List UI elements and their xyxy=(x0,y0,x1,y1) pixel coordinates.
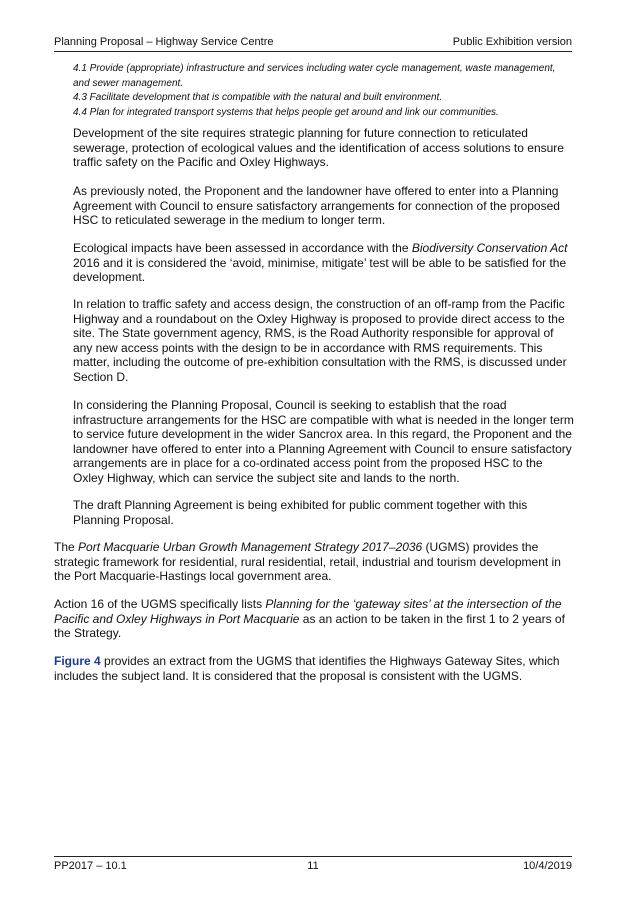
act-title: Biodiversity Conservation Act xyxy=(411,241,568,255)
paragraph-strategic-planning xyxy=(73,126,575,170)
paragraph-text: The Port Macquarie Urban Growth Management Strategy 2017–2036 (UGMS) provides the strategic framework for residential, rural residential, retail, industrial and tourism development in the Port Macquarie-Hastings local government area. xyxy=(54,540,561,583)
paragraph-infrastructure xyxy=(73,398,575,485)
paragraph-ugms xyxy=(54,540,575,584)
page-header xyxy=(54,36,572,52)
objective-item: 4.4 Plan for integrated transport systems that helps people get around and link our communities. xyxy=(73,106,499,118)
figure-4-link[interactable]: Figure 4 xyxy=(54,654,101,668)
document-date: 10/4/2019 xyxy=(523,860,572,872)
header-title: Planning Proposal – Highway Service Centre xyxy=(54,36,274,48)
objectives-list xyxy=(73,62,571,120)
page-footer xyxy=(54,856,572,872)
paragraph-text: Figure 4 provides an extract from the UGMS that identifies the Highways Gateway Sites, which includes the subject land. It is considered that the proposal is consistent with the UGMS. xyxy=(54,654,560,683)
paragraph-traffic xyxy=(73,297,575,384)
paragraph-planning-agreement xyxy=(73,498,575,527)
strategy-title: Port Macquarie Urban Growth Management Strategy 2017–2036 xyxy=(78,540,423,554)
paragraph-ecology xyxy=(73,241,575,285)
paragraph-sewerage xyxy=(73,184,575,228)
paragraph-text: In relation to traffic safety and access design, the construction of an off-ramp from the Pacific Highway and a roundabout on the Oxley Highway is proposed to provide direct access to the site. The State government agency, RMS, is the Road Authority responsible for approval of any new access points with the design to be in accordance with RMS requirements. This matter, including the outcome of pre-exhibition consultation with the RMS, is discussed under Section D. xyxy=(73,297,567,384)
paragraph-text: The draft Planning Agreement is being exhibited for public comment together with this Planning Proposal. xyxy=(73,498,528,527)
paragraph-text: As previously noted, the Proponent and the landowner have offered to enter into a Planning Agreement with Council to ensure satisfactory arrangements for connection of the proposed HSC to reticulated sewerage in the medium to longer term. xyxy=(73,184,560,227)
action-title: Planning for the ‘gateway sites’ at the intersection of the Pacific and Oxley Highways in Port Macquarie xyxy=(54,597,562,626)
paragraph-text: Action 16 of the UGMS specifically lists Planning for the ‘gateway sites’ at the intersection of the Pacific and Oxley Highways in Port Macquarie as an action to be taken in the first 1 to 2 years of the Strategy. xyxy=(54,597,565,640)
page-number: 11 xyxy=(307,860,319,872)
header-version: Public Exhibition version xyxy=(452,36,572,48)
document-reference: PP2017 – 10.1 xyxy=(54,860,127,872)
paragraph-figure-4 xyxy=(54,654,575,683)
objective-item: 4.1 Provide (appropriate) infrastructure and services including water cycle management, waste management, and sewer management. xyxy=(73,63,556,89)
paragraph-text: In considering the Planning Proposal, Council is seeking to establish that the road infrastructure arrangements for the HSC are compatible with what is needed in the longer term to service future development in the wider Sancrox area. In this regard, the Proponent and the landowner have offered to enter into a Planning Agreement with Council to ensure satisfactory arrangements are in place for a co-ordinated access point from the proposed HSC to the Oxley Highway, which can service the subject site and lands to the north. xyxy=(73,398,574,485)
paragraph-text: Development of the site requires strategic planning for future connection to reticulated sewerage, protection of ecological values and the identification of access solutions to ensure traffic safety on the Pacific and Oxley Highways. xyxy=(73,126,564,169)
paragraph-action-16 xyxy=(54,597,575,641)
paragraph-text: Ecological impacts have been assessed in accordance with the Biodiversity Conservation Act 2016 and it is considered the ‘avoid, minimise, mitigate’ test will be able to be satisfied for the development. xyxy=(73,241,568,284)
objective-item: 4.3 Facilitate development that is compatible with the natural and built environment. xyxy=(73,92,443,103)
